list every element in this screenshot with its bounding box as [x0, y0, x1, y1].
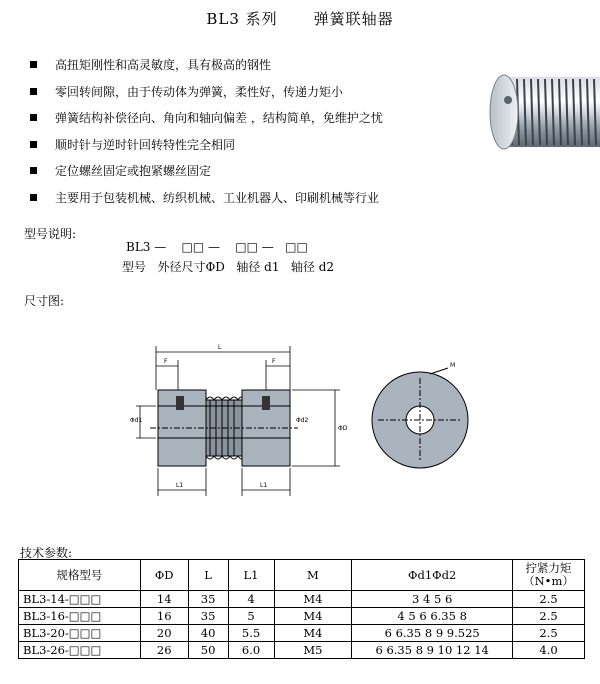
tech-section-label: 技术参数:: [20, 546, 73, 560]
feature-item: 高扭矩刚性和高灵敏度，具有极高的钢性: [30, 52, 470, 79]
dim-label-l: L: [218, 344, 222, 351]
header-m: M: [274, 560, 352, 591]
dim-label-f-right: F: [272, 358, 276, 365]
dim-label-f-left: F: [164, 358, 168, 365]
bullet-square-icon: [30, 61, 37, 68]
feature-item: 零回转间隙，由于传动体为弹簧，柔性好，传递力矩小: [30, 79, 470, 106]
table-header-row: [19, 560, 585, 591]
title-model: BL3 系列: [206, 10, 278, 28]
header-d: ΦD: [140, 560, 188, 591]
model-code-line: BL3 — □□ — □□ — □□: [126, 240, 308, 254]
dim-label-l1-left: L1: [176, 482, 184, 489]
table-row: BL3-20-□□□ 20 40 5.5 M4 6 6.35 8 9 9.525 2.5: [19, 625, 585, 642]
table-row: BL3-16-□□□ 16 35 5 M4 4 5 6 6.35 8 2.5: [19, 608, 585, 625]
coupling-photo: [482, 55, 600, 155]
bullet-square-icon: [30, 88, 37, 95]
spec-table: [18, 559, 585, 659]
header-l: L: [188, 560, 228, 591]
feature-item: 定位螺丝固定或抱紧螺丝固定: [30, 158, 470, 185]
dim-label-d: ΦD: [338, 425, 348, 432]
table-row: BL3-26-□□□ 26 50 6.0 M5 6 6.35 8 9 10 12 14 4.0: [19, 642, 585, 659]
dim-label-l1-right: L1: [260, 482, 268, 489]
page-title: [0, 8, 600, 29]
header-l1: L1: [228, 560, 274, 591]
dim-label-m: M: [450, 362, 456, 369]
bullet-square-icon: [30, 141, 37, 148]
header-model: 规格型号: [19, 560, 141, 591]
header-torque: 拧紧力矩 （N•m）: [513, 560, 585, 591]
table-row: BL3-14-□□□ 14 35 4 M4 3 4 5 6 2.5: [19, 591, 585, 608]
title-name: 弹簧联轴器: [313, 10, 394, 28]
bullet-square-icon: [30, 194, 37, 201]
dim-label-d1: Φd1: [130, 417, 143, 424]
dim-label-d2: Φd2: [296, 417, 309, 424]
dimension-section-label: 尺寸图:: [24, 294, 65, 308]
model-section-label: 型号说明:: [24, 227, 77, 241]
feature-list: [30, 52, 470, 211]
bullet-square-icon: [30, 114, 37, 121]
model-desc-line: 型号 外径尺寸ΦD 轴径 d1 轴径 d2: [122, 260, 335, 274]
dimension-drawing: [130, 338, 490, 503]
header-shaft: Φd1Φd2: [352, 560, 513, 591]
feature-item: 主要用于包装机械、纺织机械、工业机器人、印刷机械等行业: [30, 185, 470, 212]
feature-item: 弹簧结构补偿径向、角向和轴向偏差 ，结构简单，免维护之忧: [30, 105, 470, 132]
bullet-square-icon: [30, 167, 37, 174]
feature-item: 顺时针与逆时针回转特性完全相同: [30, 132, 470, 159]
